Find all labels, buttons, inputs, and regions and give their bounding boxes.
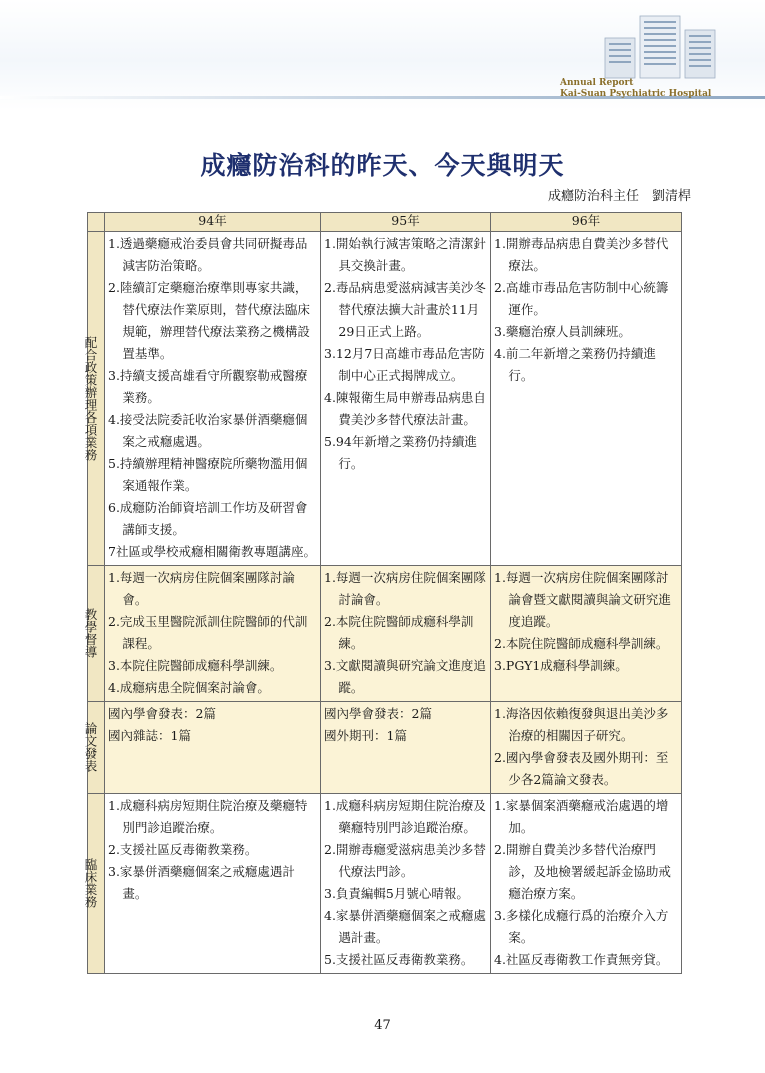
table-cell	[105, 566, 321, 702]
table-cell	[491, 566, 682, 702]
list-item: 2.完成玉里醫院派訓住院醫師的代訓課程。	[108, 614, 308, 651]
column-header: 96年	[491, 213, 682, 232]
list-item: 4.前二年新增之業務仍持續進行。	[494, 346, 656, 383]
list-item: 國內學會發表：2篇	[324, 706, 432, 721]
list-item: 3.多樣化成癮行爲的治療介入方案。	[494, 908, 669, 945]
list-item: 4.陳報衛生局申辦毒品病患自費美沙多替代療法計畫。	[324, 390, 486, 427]
list-item: 3.文獻閱讀與研究論文進度追蹤。	[324, 658, 486, 695]
table-cell	[321, 566, 491, 702]
list-item: 3.12月7日高雄市毒品危害防制中心正式揭牌成立。	[324, 346, 485, 383]
list-item: 1.開始執行減害策略之清潔針具交換計畫。	[324, 236, 486, 273]
table-cell	[491, 794, 682, 974]
list-item: 2.開辦自費美沙多替代治療門診，及地檢署緩起訴金協助戒癮治療方案。	[494, 842, 671, 901]
table-row	[88, 794, 682, 974]
list-item: 1.透過藥癮戒治委員會共同研擬毒品減害防治策略。	[108, 236, 308, 273]
list-item: 1.成癮科病房短期住院治療及藥癮特別門診追蹤治療。	[324, 798, 486, 835]
list-item: 國內雜誌：1篇	[108, 728, 191, 743]
list-item: 1.每週一次病房住院個案團隊討論會。	[108, 570, 295, 607]
page-number: 47	[374, 1018, 391, 1033]
annual-report-label: Annual Report	[560, 78, 634, 88]
table-header-row	[88, 213, 682, 232]
list-item: 3.本院住院醫師成癮科學訓練。	[108, 658, 283, 673]
list-item: 1.每週一次病房住院個案團隊討論會暨文獻閱讀與論文研究進度追蹤。	[494, 570, 671, 629]
list-item: 1.每週一次病房住院個案團隊討論會。	[324, 570, 486, 607]
table-cell	[105, 702, 321, 794]
list-item: 1.成癮科病房短期住院治療及藥癮特別門診追蹤治療。	[108, 798, 308, 835]
list-item: 2.支援社區反毒衛教業務。	[108, 842, 258, 857]
list-item: 3.PGY1成癮科學訓練。	[494, 658, 628, 673]
list-item: 3.負責編輯5月號心晴報。	[324, 886, 469, 901]
list-item: 2.陸續訂定藥癮治療準則專家共識，替代療法作業原則，替代療法臨床規範，辦理替代療法業務之機構設置基準。	[108, 280, 310, 361]
table-cell	[321, 232, 491, 566]
list-item: 3.持續支援高雄看守所觀察勒戒醫療業務。	[108, 368, 308, 405]
list-item: 國內學會發表：2篇	[108, 706, 216, 721]
table-row	[88, 702, 682, 794]
list-item: 2.本院住院醫師成癮科學訓練。	[324, 614, 474, 651]
list-item: 7社區或學校戒癮相關衛教專題講座。	[108, 544, 316, 559]
list-item: 4.成癮病患全院個案討論會。	[108, 680, 270, 695]
row-label: 配合政策辦理各項業務	[88, 232, 105, 566]
corner-cell	[88, 213, 105, 232]
list-item: 2.本院住院醫師成癮科學訓練。	[494, 636, 669, 651]
table-cell	[321, 702, 491, 794]
list-item: 2.國內學會發表及國外期刊：至少各2篇論文發表。	[494, 750, 669, 787]
list-item: 2.毒品病患愛滋病減害美沙冬替代療法擴大計畫於11月29日正式上路。	[324, 280, 486, 339]
table-cell	[491, 702, 682, 794]
list-item: 2.開辦毒癮愛滋病患美沙多替代療法門診。	[324, 842, 486, 879]
list-item: 1.海洛因依賴復發與退出美沙多治療的相關因子研究。	[494, 706, 669, 743]
hospital-name: Kai-Suan Psychiatric Hospital	[560, 89, 712, 99]
table-cell	[491, 232, 682, 566]
table-row	[88, 232, 682, 566]
table-cell	[105, 794, 321, 974]
list-item: 4.社區反毒衛教工作責無旁貸。	[494, 952, 669, 967]
department-table	[83, 212, 682, 974]
list-item: 5.支援社區反毒衛教業務。	[324, 952, 474, 967]
list-item: 6.成癮防治師資培訓工作坊及研習會講師支援。	[108, 500, 308, 537]
hospital-building-icon	[600, 8, 720, 80]
row-label: 論文發表	[88, 702, 105, 794]
list-item: 4.家暴併酒藥癮個案之戒癮處遇計畫。	[324, 908, 486, 945]
row-label: 教學督導	[88, 566, 105, 702]
list-item: 1.家暴個案酒藥癮戒治處遇的增加。	[494, 798, 669, 835]
column-header: 94年	[105, 213, 321, 232]
list-item: 3.藥癮治療人員訓練班。	[494, 324, 631, 339]
list-item: 國外期刊：1篇	[324, 728, 407, 743]
column-header: 95年	[321, 213, 491, 232]
table-cell	[105, 232, 321, 566]
list-item: 3.家暴併酒藥癮個案之戒癮處遇計畫。	[108, 864, 295, 901]
author-line: 成癮防治科主任 劉清桿	[547, 189, 691, 204]
list-item: 4.接受法院委託收治家暴併酒藥癮個案之戒癮處遇。	[108, 412, 308, 449]
row-label: 臨床業務	[88, 794, 105, 974]
list-item: 2.高雄市毒品危害防制中心統籌運作。	[494, 280, 669, 317]
page-title: 成癮防治科的昨天、今天與明天	[200, 151, 565, 180]
table-cell	[321, 794, 491, 974]
table-row	[88, 566, 682, 702]
list-item: 1.開辦毒品病患自費美沙多替代療法。	[494, 236, 669, 273]
list-item: 5.持續辦理精神醫療院所藥物濫用個案通報作業。	[108, 456, 308, 493]
list-item: 5.94年新增之業務仍持續進行。	[324, 434, 477, 471]
